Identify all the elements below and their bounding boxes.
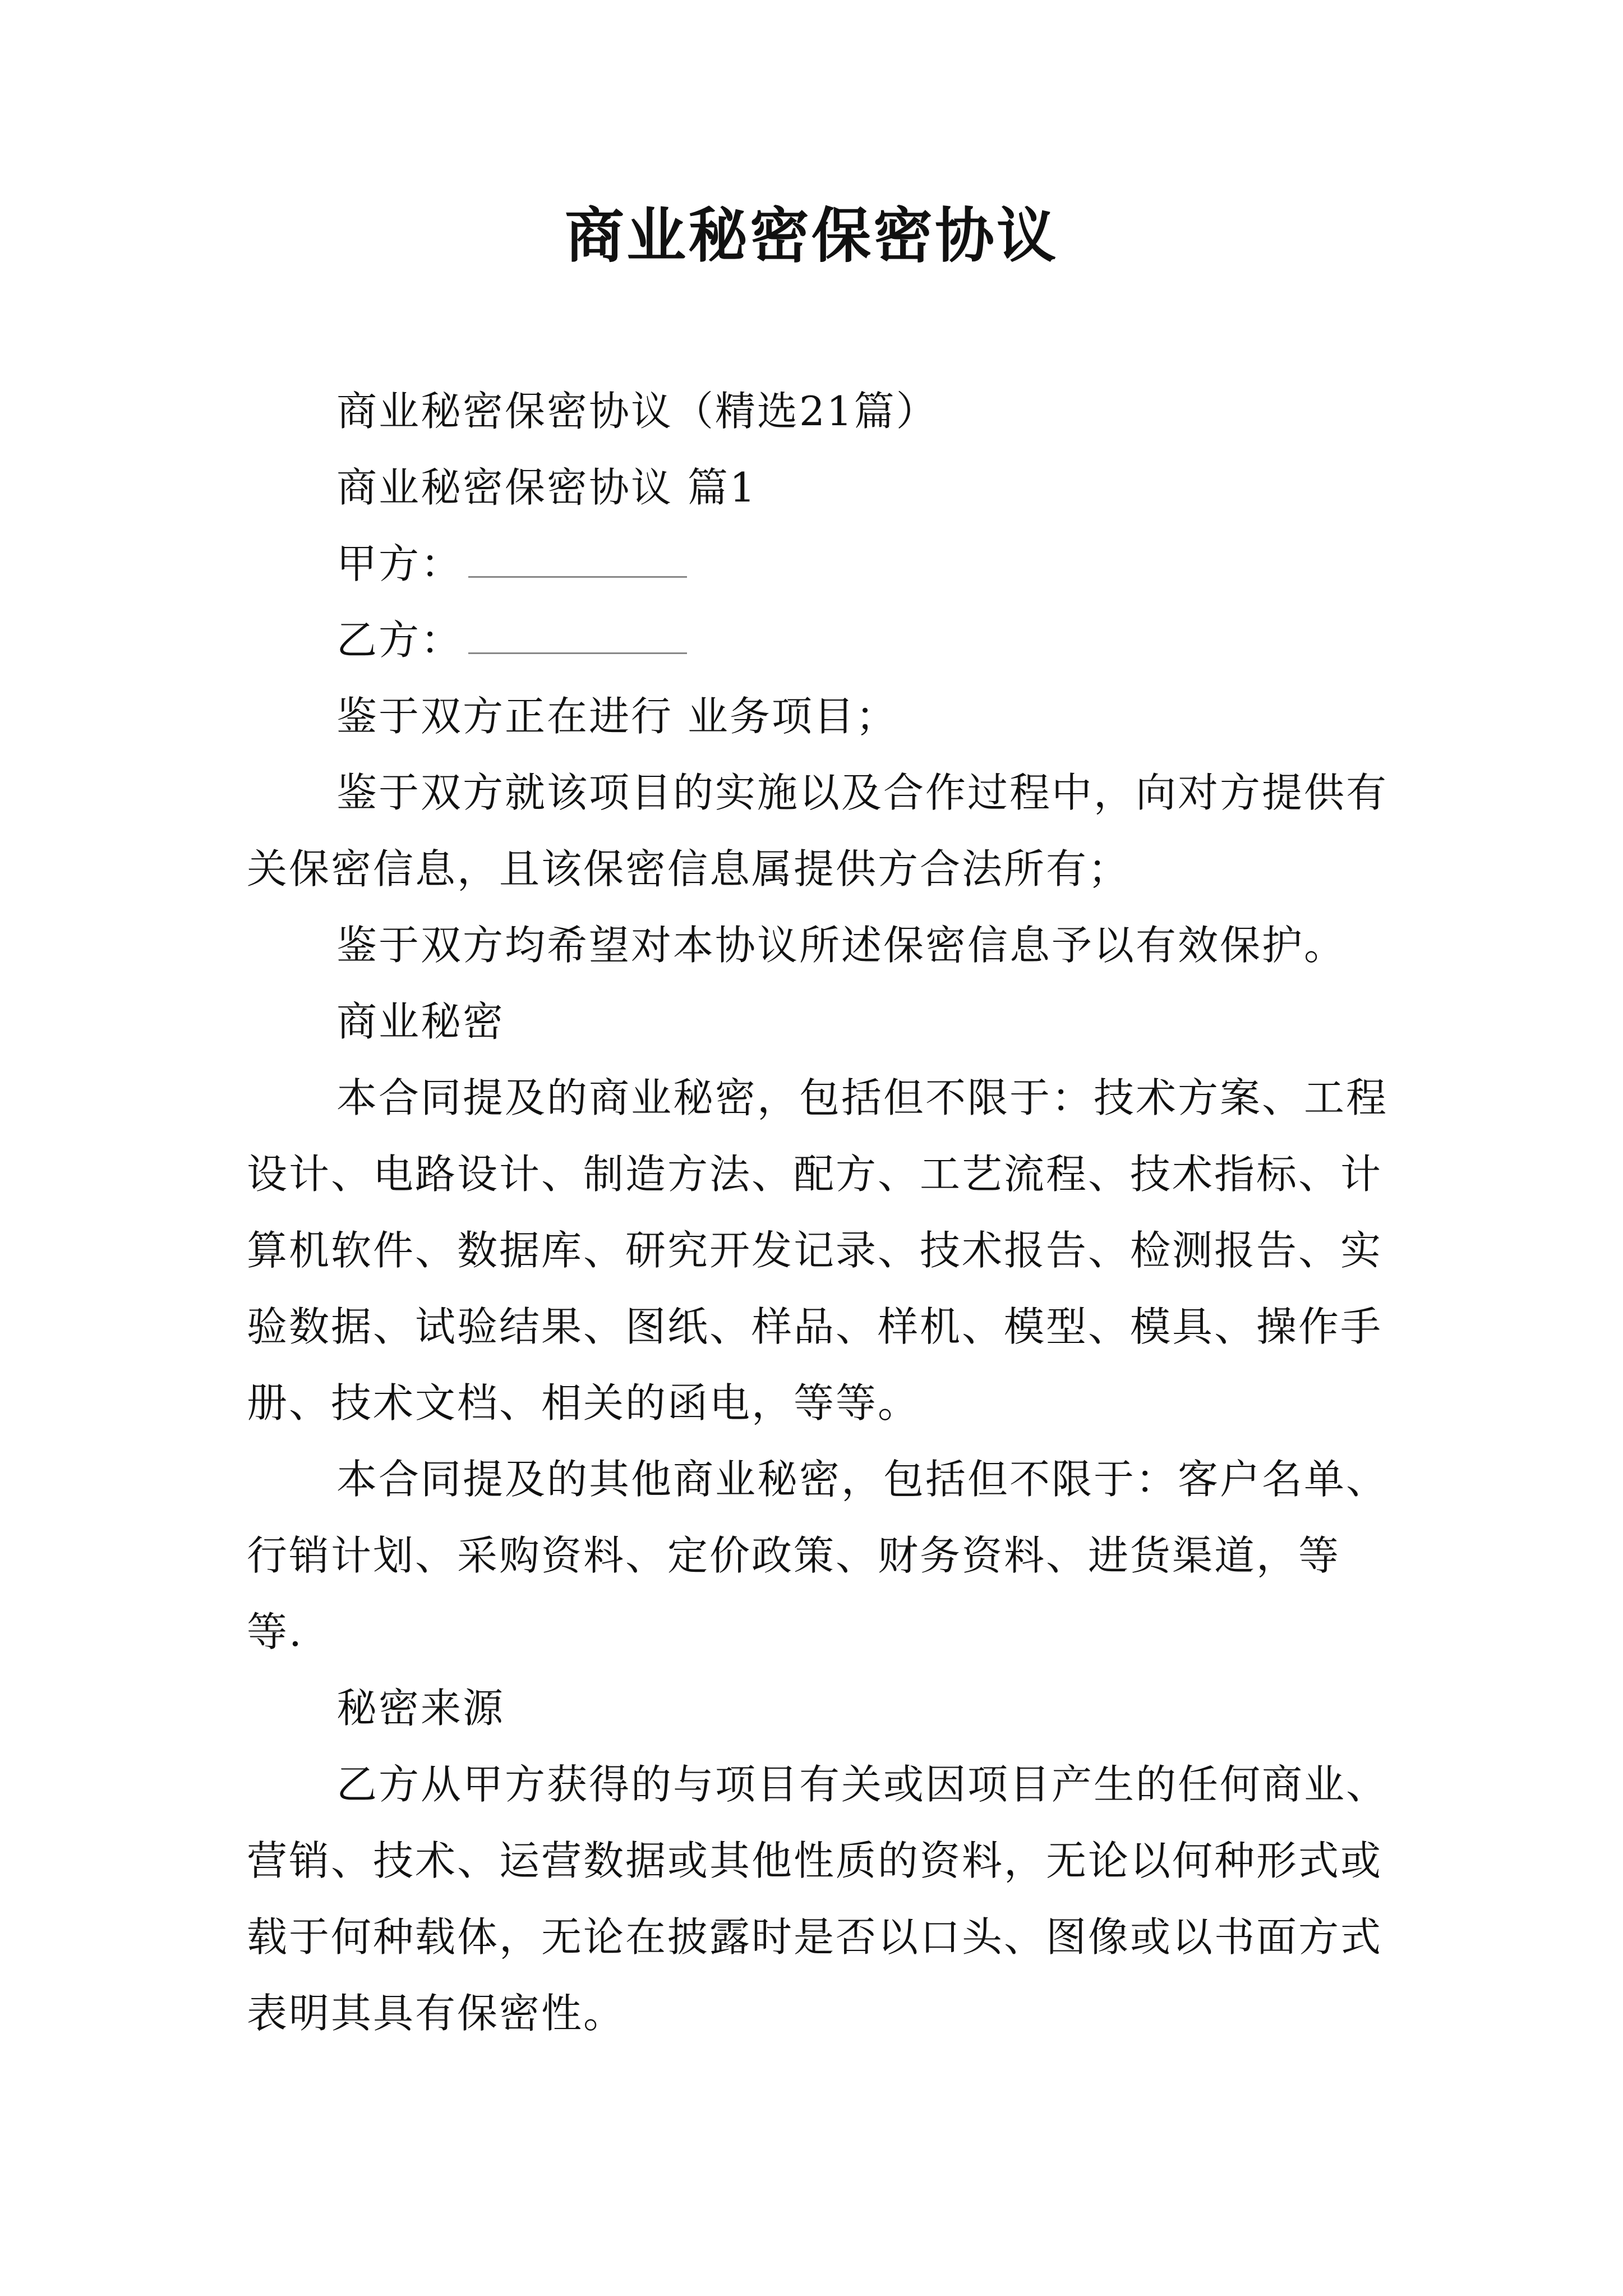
source-paragraph: 乙方从甲方获得的与项目有关或因项目产生的任何商业、营销、技术、运营数据或其他性质的资料，无论以何种形式或载于何种载体，无论在披露时是否以口头、图像或以书面方式表明其具有保密性。 xyxy=(247,1761,1389,2037)
party-a-blank xyxy=(468,542,687,578)
section-heading: 商业秘密保密协议 篇1 xyxy=(336,464,757,511)
trade-secret-heading: 商业秘密 xyxy=(336,998,505,1045)
trade-secret-paragraph-1: 本合同提及的商业秘密，包括但不限于：技术方案、工程设计、电路设计、制造方法、配方、工艺流程、技术指标、计算机软件、数据库、研究开发记录、技术报告、检测报告、实验数据、试验结果、图纸、样品、样机、模型、模具、操作手册、技术文档、相关的函电，等等。 xyxy=(247,1074,1389,1427)
party-a-line xyxy=(247,526,1391,602)
party-b-blank xyxy=(468,619,687,654)
source-heading: 秘密来源 xyxy=(336,1685,505,1732)
party-a-label: 甲方： xyxy=(336,540,463,587)
whereas-paragraph-2: 鉴于双方就该项目的实施以及合作过程中，向对方提供有关保密信息，且该保密信息属提供方合法所有； xyxy=(247,769,1389,892)
trade-secret-paragraph-2: 本合同提及的其他商业秘密，包括但不限于：客户名单、行销计划、采购资料、定价政策、财务资料、进货渠道，等等. xyxy=(247,1456,1389,1655)
document-title: 商业秘密保密协议 xyxy=(565,200,1058,270)
subtitle: 商业秘密保密协议（精选21篇） xyxy=(336,388,938,435)
party-b-line xyxy=(247,602,1391,678)
whereas-paragraph-1: 鉴于双方正在进行 业务项目； xyxy=(336,693,898,740)
party-b-label: 乙方： xyxy=(336,616,463,664)
whereas-paragraph-3: 鉴于双方均希望对本协议所述保密信息予以有效保护。 xyxy=(336,922,1347,969)
document-body xyxy=(247,373,1391,2051)
